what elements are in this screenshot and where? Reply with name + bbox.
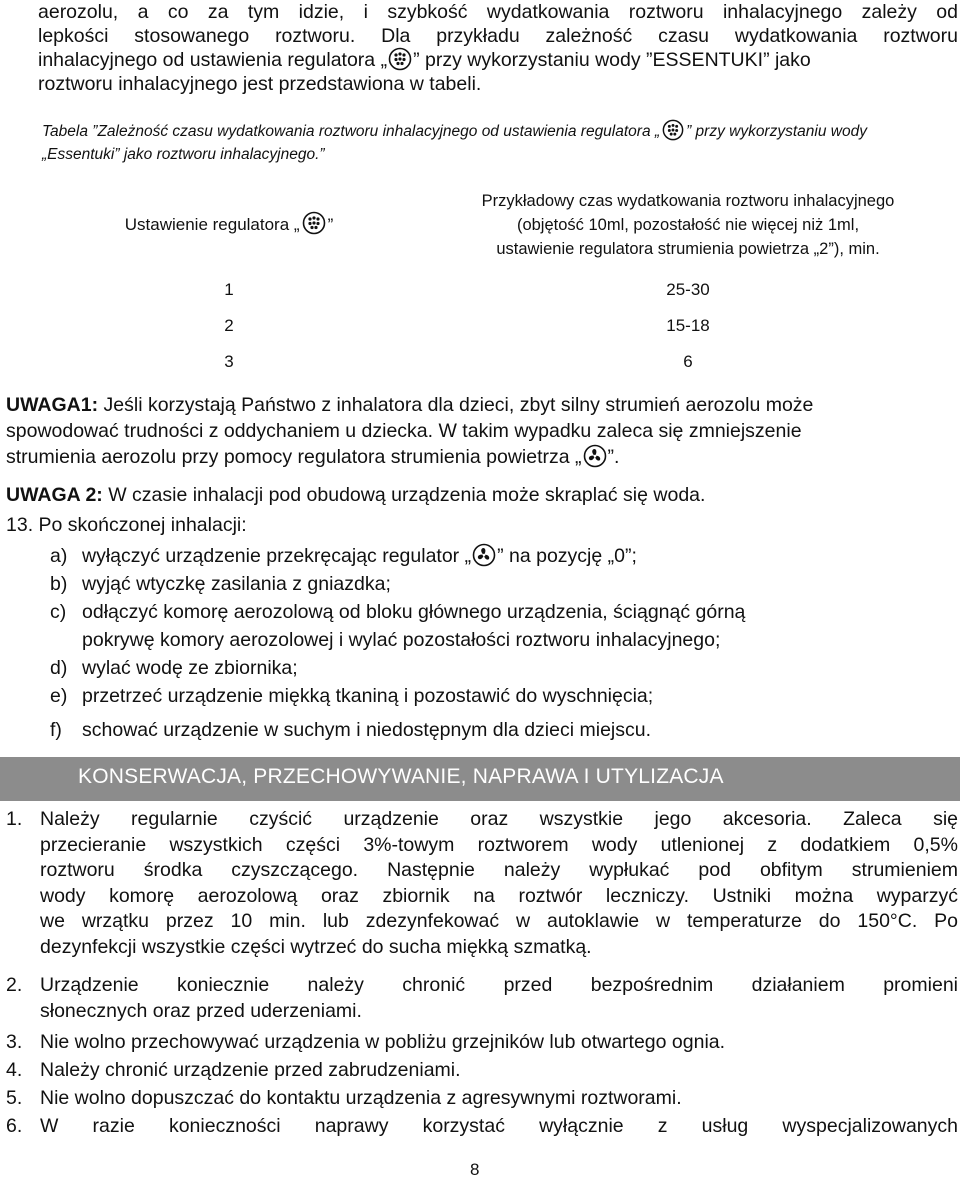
table-header-setting: Ustawienie regulatora „ ”: [40, 178, 418, 272]
table-header-time: Przykładowy czas wydatkowania roztworu inhalacyjnego (objętość 10ml, pozostałość nie więcej niż 1ml, ustawienie regulatora strumienia powietrza „2”), min.: [481, 192, 895, 258]
manual-page: aerozolu, a co za tym idzie, i szybkość wydatkowania roztworu inhalacyjnego zależy od lepkości stosowanego roztworu. Dla przykładu zależność czasu wydatkowania roztworu inhalacyjnego od ustawienia regulatora „ ” przy wykorzystaniu wody ”ESSENTUKI” jako roztworu inhalacyjnego jest przedstawiona w tabeli. Tabela ”Zależność czasu wydatkowania roztworu inhalacyjnego od ustawienia regulatora „ ” przy wykorzystaniu wody „Essentuki” jako roztworu inhalacyjnego.” Ustawienie regulatora „ ” Przykładowy czas wydatkowania roztworu inhalacyjnego (objętość 10ml, pozostałość nie więcej niż 1ml, ustawienie regulatora strumienia powietrza „2”), min. 1 25-30 2 15-18 3 6 UWAGA1: Jeśli korzystają Państwo z inhalatora dla dzieci, zbyt silny strumień aerozolu może spowodować trudności z oddychaniem u dziecka. W takim wypadku zaleca się zmniejszenie strumienia aerozolu przy pomocy regulatora strumienia powietrza „ ”. UWAGA 2: W czasie inhalacji pod obudową urządzenia może skraplać się woda. 13. Po skończonej inhalacji: a) wyłączyć urządzenie przekręcając regulator „ ” na pozycję „0”; b) wyjąć wtyczkę zasilania z gniazdka; c) odłączyć komorę aerozolową od bloku głównego urządzenia, ściągnąć górną pokrywę komory aerozolowej i wylać pozostałości roztworu inhalacyjnego; d) wylać wodę ze zbiornika; e) przetrzeć urządzenie miękką tkaniną i pozostawić do wyschnięcia; f) schować urządzenie w suchym i niedostępnym dla dzieci miejscu. KONSERWACJA, PRZECHOWYWANIE, NAPRAWA I UTYLIZACJA 1. Należy regularnie czyścić urządzenie oraz wszystkie jego akcesoria. Zaleca się przecieranie wszystkich części 3%-towym roztworem wody utlenionej z dodatkiem 0,5% roztworu środka czyszczącego. Następnie należy wypłukać pod obfitym strumieniem wody komorę aerozolową oraz zbiornik na roztwór leczniczy. Ustniki można wyparzyć we wrzątku przez 10 min. lub zdezynfekować w autoklawie w temperaturze do 150°C. Po dezynfekcji wszystkie części wytrzeć do sucha miękką szmatką. 2. Urządzenie koniecznie należy chronić przed bezpośrednim działaniem promieni słonecznych oraz przed uderzeniami. 3. Nie wolno przechowywać urządzenia w pobliżu grzejników lub otwartego ognia. 4. Należy chronić urządzenie przed zabrudzeniami. 5. Nie wolno dopuszczać do kontaktu urządzenia z agresywnymi roztworami. 6. W razie konieczności naprawy korzystać wyłącznie z usług wyspecjalizowanych 8: [0, 0, 960, 1184]
table-row: [40, 272, 958, 308]
table-cell-setting: 3: [224, 352, 234, 371]
list-item: b) wyjąć wtyczkę zasilania z gniazdka;: [50, 573, 391, 595]
table-cell-time: 15-18: [666, 316, 710, 335]
warning-2-label: UWAGA 2:: [6, 484, 103, 506]
table-caption: Tabela ”Zależność czasu wydatkowania roztworu inhalacyjnego od ustawienia regulatora „ ” przy wykorzystaniu wody „Essentuki” jako roztworu inhalacyjnego.”: [42, 120, 867, 166]
section-title: KONSERWACJA, PRZECHOWYWANIE, NAPRAWA I UTYLIZACJA: [78, 765, 724, 788]
step-13-title: 13. Po skończonej inhalacji:: [6, 514, 247, 536]
section-header: [0, 757, 960, 801]
table-cell-setting: 2: [224, 316, 234, 335]
dots-circle-icon: [302, 211, 326, 235]
intro-line: inhalacyjnego od ustawienia regulatora „ ” przy wykorzystaniu wody ”ESSENTUKI” jako: [38, 48, 958, 72]
dots-circle-icon: [388, 47, 412, 71]
table-cell-setting: 1: [224, 280, 234, 299]
page-number: 8: [470, 1160, 480, 1179]
intro-line: roztworu inhalacyjnego jest przedstawiona w tabeli.: [38, 73, 482, 95]
warning-1: UWAGA1: Jeśli korzystają Państwo z inhalatora dla dzieci, zbyt silny strumień aerozolu może spowodować trudności z oddychaniem u dziecka. W takim wypadku zaleca się zmniejszenie strumienia aerozolu przy pomocy regulatora strumienia powietrza „ ”.: [6, 394, 814, 468]
table-cell-time: 25-30: [666, 280, 710, 299]
table-row: [40, 344, 958, 380]
list-item: e) przetrzeć urządzenie miękką tkaniną i pozostawić do wyschnięcia;: [50, 685, 654, 707]
intro-paragraph: [38, 0, 958, 96]
warning-2: UWAGA 2: W czasie inhalacji pod obudową urządzenia może skraplać się woda.: [6, 484, 706, 506]
regulator-table: [40, 178, 958, 380]
table-row: [40, 308, 958, 344]
warning-1-label: UWAGA1:: [6, 394, 99, 416]
fan-icon: [472, 543, 496, 567]
list-item-continuation: pokrywę komory aerozolowej i wylać pozostałości roztworu inhalacyjnego;: [82, 629, 721, 651]
fan-icon: [583, 444, 607, 468]
list-item: d) wylać wodę ze zbiornika;: [50, 657, 298, 679]
list-item: a) wyłączyć urządzenie przekręcając regulator „ ” na pozycję „0”;: [50, 542, 637, 570]
list-item: c) odłączyć komorę aerozolową od bloku głównego urządzenia, ściągnąć górną: [50, 601, 746, 623]
intro-line: aerozolu, a co za tym idzie, i szybkość wydatkowania roztworu inhalacyjnego zależy od: [38, 1, 958, 23]
dots-circle-icon: [662, 119, 684, 141]
table-header-row: [40, 178, 958, 272]
list-item: f) schować urządzenie w suchym i niedostępnym dla dzieci miejscu.: [50, 719, 652, 741]
table-cell-time: 6: [683, 352, 693, 371]
intro-line: lepkości stosowanego roztworu. Dla przykładu zależność czasu wydatkowania roztworu: [38, 25, 958, 47]
